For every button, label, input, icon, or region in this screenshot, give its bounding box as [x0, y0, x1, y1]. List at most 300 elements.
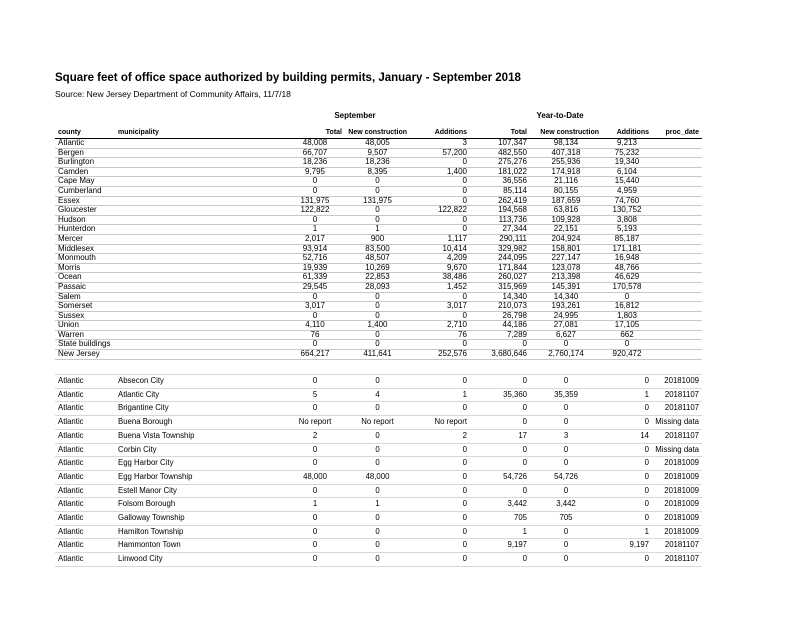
table-row	[55, 402, 702, 416]
table-row	[55, 254, 702, 264]
table-cell: 0	[345, 186, 410, 196]
table-cell: 17	[470, 429, 530, 443]
table-cell: Morris	[55, 263, 115, 273]
table-cell: 36,556	[470, 177, 530, 187]
table-cell: 0	[345, 330, 410, 340]
table-cell: 0	[410, 311, 470, 321]
table-cell: No report	[410, 416, 470, 430]
table-cell: Salem	[55, 292, 115, 302]
table-cell: 0	[345, 553, 410, 567]
table-cell: 9,795	[285, 167, 345, 177]
table-cell: Atlantic	[55, 139, 115, 149]
table-row	[55, 225, 702, 235]
column-header: municipality	[115, 127, 285, 139]
table-cell: 0	[345, 302, 410, 312]
table-cell: 48,005	[345, 139, 410, 149]
table-cell: 290,111	[470, 234, 530, 244]
table-cell: Hamilton Township	[115, 525, 285, 539]
table-cell: Ocean	[55, 273, 115, 283]
empty-cell	[652, 167, 702, 177]
table-cell: Atlantic	[55, 457, 115, 471]
table-cell: Brigantine City	[115, 402, 285, 416]
table-cell: 0	[602, 292, 652, 302]
table-cell: Bergen	[55, 148, 115, 158]
table-cell: 705	[530, 512, 602, 526]
table-header-row	[55, 127, 702, 139]
table-row	[55, 350, 702, 360]
empty-cell	[652, 273, 702, 283]
table-cell: 10,414	[410, 244, 470, 254]
empty-cell	[115, 311, 285, 321]
table-cell: 4	[345, 388, 410, 402]
empty-cell	[410, 359, 470, 371]
table-cell: 54,726	[530, 470, 602, 484]
table-cell: 0	[410, 539, 470, 553]
table-cell: 181,022	[470, 167, 530, 177]
table-cell: Atlantic City	[115, 388, 285, 402]
table-cell: Corbin City	[115, 443, 285, 457]
empty-cell	[115, 244, 285, 254]
table-cell: 0	[345, 177, 410, 187]
empty-cell	[115, 215, 285, 225]
empty-cell	[345, 359, 410, 371]
table-cell: 1	[470, 525, 530, 539]
table-cell: 24,995	[530, 311, 602, 321]
empty-cell	[115, 177, 285, 187]
empty-cell	[652, 244, 702, 254]
empty-cell	[652, 282, 702, 292]
table-cell: 123,078	[530, 263, 602, 273]
table-cell: Atlantic	[55, 429, 115, 443]
empty-cell	[115, 148, 285, 158]
table-cell: 16,812	[602, 302, 652, 312]
table-cell: 7,289	[470, 330, 530, 340]
table-cell: 227,147	[530, 254, 602, 264]
table-row	[55, 429, 702, 443]
table-cell: 35,359	[530, 388, 602, 402]
table-cell: 122,822	[285, 206, 345, 216]
table-cell: 170,578	[602, 282, 652, 292]
table-row	[55, 148, 702, 158]
table-cell: 275,276	[470, 158, 530, 168]
table-row	[55, 416, 702, 430]
table-cell: 0	[345, 206, 410, 216]
table-cell: 48,008	[285, 139, 345, 149]
table-cell: 1	[345, 225, 410, 235]
table-cell: 0	[345, 429, 410, 443]
table-row	[55, 330, 702, 340]
empty-cell	[652, 292, 702, 302]
table-cell: 3,442	[530, 498, 602, 512]
table-cell: 0	[530, 402, 602, 416]
table-cell: 0	[410, 215, 470, 225]
spacer-row	[55, 359, 702, 371]
table-cell: 26,798	[470, 311, 530, 321]
empty-cell	[115, 225, 285, 235]
table-cell: 210,073	[470, 302, 530, 312]
table-cell: 20181107	[652, 388, 702, 402]
table-cell: 0	[602, 443, 652, 457]
column-header: New construction	[345, 127, 410, 139]
table-cell: Warren	[55, 330, 115, 340]
table-cell: 131,975	[345, 196, 410, 206]
table-cell: 662	[602, 330, 652, 340]
table-cell: 0	[345, 443, 410, 457]
table-cell: 3,017	[410, 302, 470, 312]
table-cell: 98,134	[530, 139, 602, 149]
table-cell: 0	[602, 457, 652, 471]
table-cell: 0	[410, 196, 470, 206]
empty-cell	[652, 340, 702, 350]
table-cell: 20181107	[652, 429, 702, 443]
table-cell: Sussex	[55, 311, 115, 321]
table-row	[55, 470, 702, 484]
table-cell: Somerset	[55, 302, 115, 312]
table-cell: 20181107	[652, 539, 702, 553]
table-cell: 0	[410, 158, 470, 168]
table-cell: 0	[410, 470, 470, 484]
table-row	[55, 215, 702, 225]
table-cell: 113,736	[470, 215, 530, 225]
empty-cell	[652, 186, 702, 196]
table-cell: 171,181	[602, 244, 652, 254]
empty-cell	[652, 139, 702, 149]
empty-cell	[652, 359, 702, 371]
table-cell: Camden	[55, 167, 115, 177]
table-cell: 19,939	[285, 263, 345, 273]
table-cell: 0	[345, 525, 410, 539]
table-cell: 0	[602, 512, 652, 526]
table-cell: 22,151	[530, 225, 602, 235]
group-header-september: September	[334, 111, 376, 120]
table-cell: 63,816	[530, 206, 602, 216]
table-cell: Hudson	[55, 215, 115, 225]
table-cell: 0	[470, 416, 530, 430]
table-cell: 14,340	[530, 292, 602, 302]
table-cell: 1	[410, 388, 470, 402]
empty-cell	[652, 263, 702, 273]
empty-cell	[652, 234, 702, 244]
table-cell: 6,104	[602, 167, 652, 177]
table-cell: 66,707	[285, 148, 345, 158]
table-cell: 61,339	[285, 273, 345, 283]
table-cell: 0	[530, 443, 602, 457]
table-cell: State buildings	[55, 340, 115, 350]
table-cell: No report	[285, 416, 345, 430]
table-cell: 187,659	[530, 196, 602, 206]
table-cell: 1	[285, 498, 345, 512]
table-cell: 18,236	[345, 158, 410, 168]
table-cell: 29,545	[285, 282, 345, 292]
table-cell: 54,726	[470, 470, 530, 484]
table-cell: 48,000	[345, 470, 410, 484]
empty-cell	[652, 148, 702, 158]
table-cell: 0	[410, 457, 470, 471]
table-cell: 0	[345, 375, 410, 389]
table-cell: 28,093	[345, 282, 410, 292]
empty-cell	[470, 359, 530, 371]
table-cell: Monmouth	[55, 254, 115, 264]
table-cell: 17,105	[602, 321, 652, 331]
table-cell: 2,710	[410, 321, 470, 331]
table-row	[55, 186, 702, 196]
table-cell: Atlantic	[55, 443, 115, 457]
empty-cell	[115, 158, 285, 168]
empty-cell	[652, 350, 702, 360]
table-cell: 3	[410, 139, 470, 149]
table-cell: 260,027	[470, 273, 530, 283]
table-cell: 22,853	[345, 273, 410, 283]
column-header: proc_date	[652, 127, 702, 139]
table-cell: 3,442	[470, 498, 530, 512]
table-cell: 0	[285, 539, 345, 553]
table-cell: 4,110	[285, 321, 345, 331]
empty-cell	[115, 282, 285, 292]
table-cell: 0	[285, 402, 345, 416]
table-cell: 0	[602, 498, 652, 512]
table-cell: 2	[410, 429, 470, 443]
table-cell: 1	[602, 388, 652, 402]
table-cell: 315,969	[470, 282, 530, 292]
table-cell: 0	[345, 292, 410, 302]
table-cell: 0	[285, 186, 345, 196]
empty-cell	[285, 359, 345, 371]
table-cell: 9,507	[345, 148, 410, 158]
table-cell: Atlantic	[55, 512, 115, 526]
table-cell: Egg Harbor Township	[115, 470, 285, 484]
table-cell: Atlantic	[55, 498, 115, 512]
table-cell: Burlington	[55, 158, 115, 168]
table-cell: 0	[530, 340, 602, 350]
table-cell: 0	[410, 375, 470, 389]
table-cell: 122,822	[410, 206, 470, 216]
table-row	[55, 457, 702, 471]
group-header-ytd: Year-to-Date	[536, 111, 584, 120]
table-cell: Atlantic	[55, 402, 115, 416]
table-cell: 0	[285, 375, 345, 389]
table-cell: 0	[345, 311, 410, 321]
table-cell: 0	[470, 484, 530, 498]
table-row	[55, 139, 702, 149]
table-cell: Folsom Borough	[115, 498, 285, 512]
table-cell: 57,200	[410, 148, 470, 158]
table-cell: 27,081	[530, 321, 602, 331]
table-cell: 262,419	[470, 196, 530, 206]
table-cell: 3	[530, 429, 602, 443]
table-cell: 0	[410, 525, 470, 539]
table-cell: 0	[410, 186, 470, 196]
table-cell: 48,000	[285, 470, 345, 484]
table-row	[55, 443, 702, 457]
table-cell: Linwood City	[115, 553, 285, 567]
county-summary-table	[55, 127, 702, 371]
table-cell: 6,627	[530, 330, 602, 340]
table-row	[55, 388, 702, 402]
empty-cell	[115, 234, 285, 244]
table-row	[55, 539, 702, 553]
column-header: Total	[470, 127, 530, 139]
table-cell: Atlantic	[55, 484, 115, 498]
table-cell: 900	[345, 234, 410, 244]
empty-cell	[115, 139, 285, 149]
table-cell: 0	[470, 402, 530, 416]
table-cell: 411,641	[345, 350, 410, 360]
empty-cell	[652, 158, 702, 168]
table-cell: Egg Harbor City	[115, 457, 285, 471]
table-cell: 0	[530, 484, 602, 498]
empty-cell	[652, 225, 702, 235]
table-cell: 130,752	[602, 206, 652, 216]
table-cell: 244,095	[470, 254, 530, 264]
table-cell: 193,261	[530, 302, 602, 312]
empty-cell	[115, 292, 285, 302]
table-cell: Atlantic	[55, 416, 115, 430]
table-cell: 0	[410, 498, 470, 512]
table-cell: 0	[530, 416, 602, 430]
table-cell: 0	[410, 340, 470, 350]
table-cell: 0	[345, 215, 410, 225]
empty-cell	[115, 196, 285, 206]
table-cell: 52,716	[285, 254, 345, 264]
table-row	[55, 525, 702, 539]
table-cell: Atlantic	[55, 375, 115, 389]
table-cell: 158,801	[530, 244, 602, 254]
table-row	[55, 282, 702, 292]
empty-cell	[115, 206, 285, 216]
table-cell: Cape May	[55, 177, 115, 187]
table-cell: 2	[285, 429, 345, 443]
table-cell: Atlantic	[55, 470, 115, 484]
table-cell: 0	[602, 484, 652, 498]
empty-cell	[115, 321, 285, 331]
table-cell: 107,347	[470, 139, 530, 149]
table-cell: Passaic	[55, 282, 115, 292]
table-cell: 14,340	[470, 292, 530, 302]
table-cell: 171,844	[470, 263, 530, 273]
table-cell: 0	[285, 484, 345, 498]
table-cell: 85,187	[602, 234, 652, 244]
table-cell: 5	[285, 388, 345, 402]
table-cell: 0	[410, 484, 470, 498]
table-cell: 16,948	[602, 254, 652, 264]
column-header: Total	[285, 127, 345, 139]
table-cell: 0	[345, 484, 410, 498]
table-cell: 0	[602, 553, 652, 567]
table-row	[55, 206, 702, 216]
table-cell: 35,360	[470, 388, 530, 402]
table-cell: 664,217	[285, 350, 345, 360]
table-cell: 0	[470, 340, 530, 350]
column-header: Additions	[602, 127, 652, 139]
table-cell: 76	[410, 330, 470, 340]
report-title: Square feet of office space authorized by building permits, January - September 2018	[55, 72, 521, 84]
table-cell: 8,395	[345, 167, 410, 177]
table-cell: 38,486	[410, 273, 470, 283]
table-cell: Mercer	[55, 234, 115, 244]
table-row	[55, 244, 702, 254]
table-cell: Hammonton Town	[115, 539, 285, 553]
table-cell: 0	[530, 539, 602, 553]
empty-cell	[652, 254, 702, 264]
table-cell: 3,808	[602, 215, 652, 225]
table-cell: 20181009	[652, 457, 702, 471]
table-cell: 9,197	[602, 539, 652, 553]
table-cell: 0	[285, 340, 345, 350]
table-cell: 20181009	[652, 470, 702, 484]
table-cell: 0	[285, 443, 345, 457]
table-cell: Buena Borough	[115, 416, 285, 430]
table-cell: Middlesex	[55, 244, 115, 254]
empty-cell	[115, 254, 285, 264]
table-row	[55, 375, 702, 389]
table-row	[55, 498, 702, 512]
table-cell: 213,398	[530, 273, 602, 283]
empty-cell	[115, 167, 285, 177]
table-cell: 93,914	[285, 244, 345, 254]
table-cell: No report	[345, 416, 410, 430]
table-cell: 1	[602, 525, 652, 539]
table-cell: 1,400	[345, 321, 410, 331]
table-row	[55, 311, 702, 321]
table-cell: 1,803	[602, 311, 652, 321]
empty-cell	[652, 330, 702, 340]
table-cell: 0	[470, 375, 530, 389]
table-cell: 0	[410, 443, 470, 457]
table-row	[55, 512, 702, 526]
table-cell: 0	[345, 539, 410, 553]
table-cell: Absecon City	[115, 375, 285, 389]
table-cell: 0	[345, 512, 410, 526]
table-cell: 9,197	[470, 539, 530, 553]
table-row	[55, 196, 702, 206]
empty-cell	[115, 350, 285, 360]
table-cell: 48,507	[345, 254, 410, 264]
table-row	[55, 340, 702, 350]
table-cell: 0	[530, 457, 602, 471]
table-cell: 482,550	[470, 148, 530, 158]
table-cell: 204,924	[530, 234, 602, 244]
table-cell: 0	[602, 470, 652, 484]
table-row	[55, 302, 702, 312]
table-cell: 0	[470, 553, 530, 567]
table-cell: 2,017	[285, 234, 345, 244]
table-cell: 145,391	[530, 282, 602, 292]
table-cell: 4,959	[602, 186, 652, 196]
table-cell: 15,440	[602, 177, 652, 187]
table-cell: 407,318	[530, 148, 602, 158]
empty-cell	[115, 330, 285, 340]
table-row	[55, 321, 702, 331]
empty-cell	[115, 273, 285, 283]
table-cell: 0	[602, 375, 652, 389]
table-cell: 9,213	[602, 139, 652, 149]
table-cell: 20181009	[652, 375, 702, 389]
table-cell: 705	[470, 512, 530, 526]
table-cell: Atlantic	[55, 388, 115, 402]
table-cell: 1	[285, 225, 345, 235]
table-cell: 1	[345, 498, 410, 512]
table-cell: 20181009	[652, 484, 702, 498]
table-cell: 20181009	[652, 498, 702, 512]
table-row	[55, 292, 702, 302]
table-row	[55, 273, 702, 283]
empty-cell	[652, 206, 702, 216]
table-cell: 0	[285, 457, 345, 471]
table-cell: 85,114	[470, 186, 530, 196]
table-cell: 0	[470, 443, 530, 457]
table-row	[55, 234, 702, 244]
empty-cell	[652, 311, 702, 321]
